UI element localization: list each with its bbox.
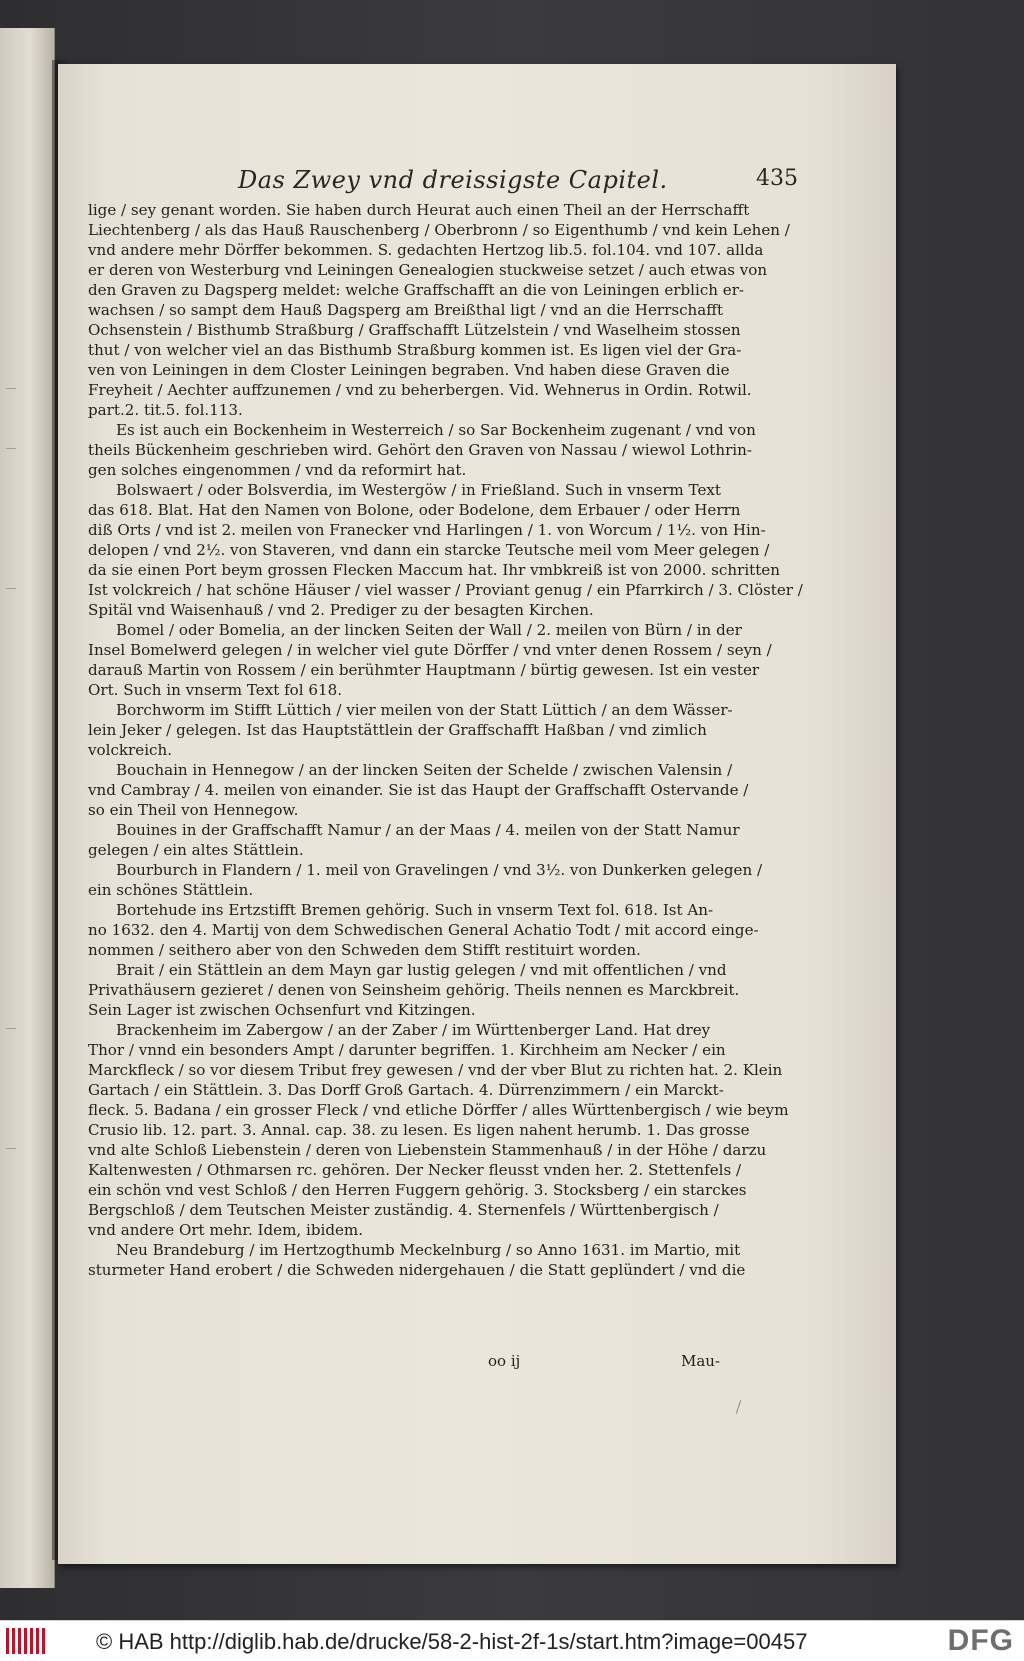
text-line: Bouines in der Graffschafft Namur / an der Maas / 4. meilen von der Statt Namur [116, 821, 740, 839]
text-line: Privathäusern gezieret / denen von Seinsheim gehörig. Theils nennen es Marckbreit. [88, 981, 740, 999]
text-line: Bergschloß / dem Teutschen Meister zuständig. 4. Sternenfels / Württenbergisch / [88, 1201, 719, 1219]
hab-barcode-logo-icon [6, 1628, 46, 1654]
text-line: vnd andere mehr Dörffer bekommen. S. gedachten Hertzog lib.5. fol.104. vnd 107. allda [88, 241, 764, 259]
text-line: Freyheit / Aechter auffzunemen / vnd zu beherbergen. Vid. Wehnerus in Ordin. Rotwil. [88, 381, 752, 399]
text-line: Es ist auch ein Bockenheim in Westerreich / so Sar Bockenheim zugenant / vnd von [116, 421, 756, 439]
text-line: sturmeter Hand erobert / die Schweden nidergehauen / die Statt geplündert / vnd die [88, 1261, 746, 1279]
text-line: nommen / seithero aber von den Schweden dem Stifft restituirt worden. [88, 941, 641, 959]
chapter-title: Das Zwey vnd dreissigste Capitel. [238, 166, 668, 194]
text-line: volckreich. [88, 741, 172, 759]
text-line: Liechtenberg / als das Hauß Rauschenberg / Oberbronn / so Eigenthumb / vnd kein Lehen / [88, 221, 790, 239]
text-line: Ochsenstein / Bisthumb Straßburg / Graffschafft Lützelstein / vnd Waselheim stossen [88, 321, 741, 339]
edge-mark [6, 388, 16, 389]
text-line: lige / sey genant worden. Sie haben durch Heurat auch einen Theil an der Herrschafft [88, 201, 750, 219]
signature-mark: oo ij [488, 1352, 521, 1370]
source-link[interactable]: © HAB http://diglib.hab.de/drucke/58-2-hist-2f-1s/start.htm?image=00457 [96, 1629, 808, 1654]
text-line: lein Jeker / gelegen. Ist das Hauptstättlein der Graffschafft Haßban / vnd zimlich [88, 721, 707, 739]
text-line: Bourburch in Flandern / 1. meil von Gravelingen / vnd 3½. von Dunkerken gelegen / [116, 861, 763, 879]
text-line: Bouchain in Hennegow / an der lincken Seiten der Schelde / zwischen Valensin / [116, 761, 733, 779]
text-line: vnd alte Schloß Liebenstein / deren von Liebenstein Stammenhauß / in der Höhe / darzu [88, 1141, 767, 1159]
text-line: ein schönes Stättlein. [88, 881, 254, 899]
text-line: Bolswaert / oder Bolsverdia, im Westergöw / in Frießland. Such in vnserm Text [116, 481, 721, 499]
dfg-logo: DFG [947, 1624, 1014, 1657]
edge-mark [6, 448, 16, 449]
text-line: Marckfleck / so vor diesem Tribut frey gewesen / vnd der vber Blut zu richten hat. 2. Klein [88, 1061, 783, 1079]
edge-mark [6, 588, 16, 589]
text-line: diß Orts / vnd ist 2. meilen von Franecker vnd Harlingen / 1. von Worcum / 1½. von Hin- [88, 521, 766, 539]
text-line: den Graven zu Dagsperg meldet: welche Graffschafft an die von Leiningen erblich er- [88, 281, 745, 299]
text-line: vnd Cambray / 4. meilen von einander. Sie ist das Haupt der Graffschafft Ostervande / [88, 781, 749, 799]
page-number: 435 [756, 166, 798, 191]
text-line: Brackenheim im Zabergow / an der Zaber / im Württenberger Land. Hat drey [116, 1021, 711, 1039]
body-text [88, 200, 803, 1280]
text-line: Thor / vnnd ein besonders Ampt / darunter begriffen. 1. Kirchheim am Necker / ein [88, 1041, 726, 1059]
text-line: thut / von welcher viel an das Bisthumb Straßburg kommen ist. Es ligen viel der Gra- [88, 341, 742, 359]
text-line: Gartach / ein Stättlein. 3. Das Dorff Groß Gartach. 4. Dürrenzimmern / ein Marckt- [88, 1081, 724, 1099]
text-line: Spitäl vnd Waisenhauß / vnd 2. Prediger zu der besagten Kirchen. [88, 601, 594, 619]
text-line: Ist volckreich / hat schöne Häuser / viel wasser / Proviant genug / ein Pfarrkirch / 3. Clöster / [88, 581, 803, 599]
facing-page-edge [0, 28, 55, 1588]
edge-mark [6, 1028, 16, 1029]
text-line: da sie einen Port beym grossen Flecken Maccum hat. Ihr vmbkreiß ist von 2000. schritten [88, 561, 780, 579]
text-line: gen solches eingenommen / vnd da reformirt hat. [88, 461, 467, 479]
text-line: fleck. 5. Badana / ein grosser Fleck / vnd etliche Dörffer / alles Württenbergisch / wie beym [88, 1101, 789, 1119]
text-line: Neu Brandeburg / im Hertzogthumb Meckelnburg / so Anno 1631. im Martio, mit [116, 1241, 741, 1259]
text-line: wachsen / so sampt dem Hauß Dagsperg am Breißthal ligt / vnd an die Herrschafft [88, 301, 724, 319]
text-line: das 618. Blat. Hat den Namen von Bolone, oder Bodelone, dem Erbauer / oder Herrn [88, 501, 741, 519]
text-line: theils Bückenheim geschrieben wird. Gehört den Graven von Nassau / wiewol Lothrin- [88, 441, 752, 459]
text-line: delopen / vnd 2½. von Staveren, vnd dann ein starcke Teutsche meil vom Meer gelegen / [88, 541, 770, 559]
text-line: Bomel / oder Bomelia, an der lincken Seiten der Wall / 2. meilen von Bürn / in der [116, 621, 742, 639]
text-line: vnd andere Ort mehr. Idem, ibidem. [88, 1221, 364, 1239]
text-line: darauß Martin von Rossem / ein berühmter Hauptmann / bürtig gewesen. Ist ein vester [88, 661, 760, 679]
text-line: Borchworm im Stifft Lüttich / vier meilen von der Statt Lüttich / an dem Wässer- [116, 701, 733, 719]
text-line: Bortehude ins Ertzstifft Bremen gehörig. Such in vnserm Text fol. 618. Ist An- [116, 901, 714, 919]
text-line: Brait / ein Stättlein an dem Mayn gar lustig gelegen / vnd mit offentlichen / vnd [116, 961, 727, 979]
text-line: gelegen / ein altes Stättlein. [88, 841, 304, 859]
text-line: er deren von Westerburg vnd Leiningen Genealogien stuckweise setzet / auch etwas von [88, 261, 768, 279]
running-head [238, 166, 798, 196]
edge-mark [6, 1148, 16, 1149]
text-line: Crusio lib. 12. part. 3. Annal. cap. 38. zu lesen. Es ligen nahent herumb. 1. Das grosse [88, 1121, 750, 1139]
stray-ink-mark [736, 1400, 741, 1414]
text-line: part.2. tit.5. fol.113. [88, 401, 243, 419]
text-line: Kaltenwesten / Othmarsen rc. gehören. Der Necker fleusst vnden her. 2. Stettenfels / [88, 1161, 742, 1179]
footer-bar [0, 1620, 1024, 1661]
text-line: Sein Lager ist zwischen Ochsenfurt vnd Kitzingen. [88, 1001, 476, 1019]
text-line: ein schön vnd vest Schloß / den Herren Fuggern gehörig. 3. Stocksberg / ein starckes [88, 1181, 747, 1199]
text-line: Insel Bomelwerd gelegen / in welcher viel gute Dörffer / vnd vnter denen Rossem / seyn / [88, 641, 772, 659]
text-line: ven von Leiningen in dem Closter Leiningen begraben. Vnd haben diese Graven die [88, 361, 730, 379]
text-line: so ein Theil von Hennegow. [88, 801, 299, 819]
catchword: Mau- [680, 1352, 720, 1370]
catch-line [88, 1352, 720, 1372]
scanned-page [58, 64, 896, 1564]
text-line: no 1632. den 4. Martij von dem Schwedischen General Achatio Todt / mit accord einge- [88, 921, 759, 939]
text-line: Ort. Such in vnserm Text fol 618. [88, 681, 342, 699]
